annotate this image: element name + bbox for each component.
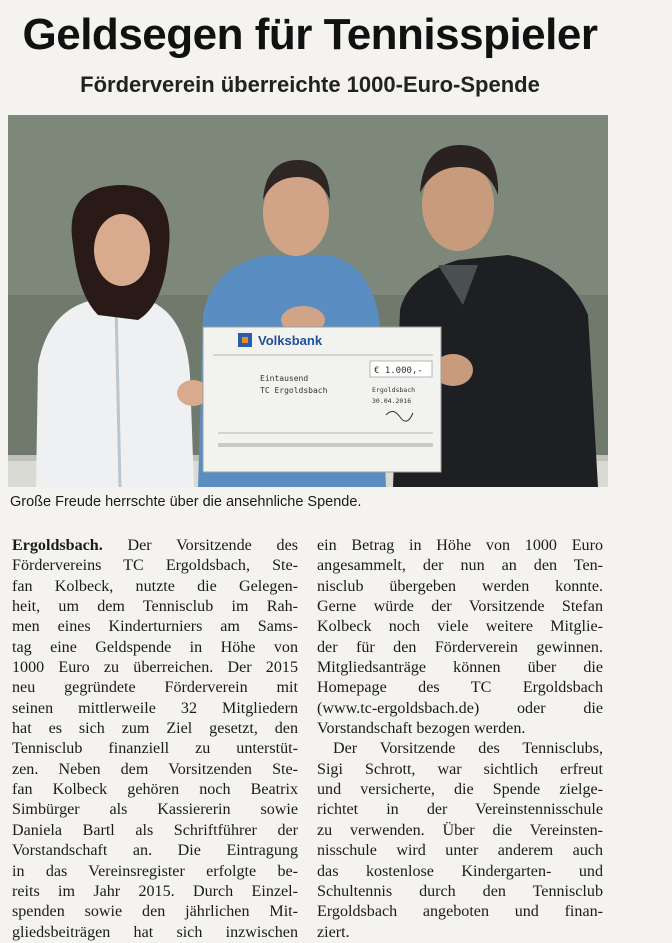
article-line: ziert. bbox=[317, 923, 350, 941]
subheadline: Förderverein überreichte 1000-Euro-Spende bbox=[80, 72, 540, 97]
article-line: 1000 Euro zu überreichen. Der 2015 bbox=[12, 659, 298, 677]
article-line: Kolbeck noch viele weitere Mitglie- bbox=[317, 618, 603, 636]
article-line: nisschule wird unter anderem auch bbox=[317, 842, 603, 860]
article-line: Simbürger als Kassiererin sowie bbox=[12, 801, 298, 819]
article-line: zu verwenden. Über die Vereinsten- bbox=[317, 821, 603, 839]
check-recipient: TC Ergoldsbach bbox=[260, 386, 328, 395]
article-line: seinen mittlerweile 32 Mitgliedern bbox=[12, 699, 298, 717]
article-line: (www.tc-ergoldsbach.de) oder die bbox=[317, 699, 603, 717]
article-line: Tennisclub finanziell zu unterstüt- bbox=[12, 740, 298, 758]
headline: Geldsegen für Tennisspieler bbox=[22, 10, 598, 59]
article-line: men eines Kinderturniers am Sams- bbox=[12, 618, 298, 636]
check-amount-words: Eintausend bbox=[260, 374, 309, 383]
article-line: neu gegründete Förderverein mit bbox=[12, 679, 298, 697]
article-line: Sigi Schrott, war sichtlich erfreut bbox=[317, 760, 603, 778]
check-place: Ergoldsbach bbox=[372, 386, 416, 394]
check-date: 30.04.2016 bbox=[372, 397, 412, 405]
article-line: reits im Jahr 2015. Durch Einzel- bbox=[12, 882, 298, 900]
dateline: Ergoldsbach. bbox=[12, 537, 103, 554]
article-column-right bbox=[317, 536, 603, 943]
article-line: Homepage des TC Ergoldsbach bbox=[317, 679, 603, 697]
article-line: richtet in der Vereinstennisschule bbox=[317, 801, 603, 819]
article-line: spenden sowie den jährlichen Mit- bbox=[12, 903, 298, 921]
article-line: Gerne würde der Vorsitzende Stefan bbox=[317, 598, 603, 616]
donation-check bbox=[203, 327, 441, 472]
article-line: Vorstandschaft an. Die Eintragung bbox=[12, 842, 298, 860]
article-line: Schultennis durch den Tennisclub bbox=[317, 882, 603, 900]
article-photo bbox=[8, 115, 608, 487]
article-line: Fördervereins TC Ergoldsbach, Ste- bbox=[12, 557, 298, 575]
article-line: Der Vorsitzende des Tennisclubs, bbox=[333, 740, 603, 758]
article-first-text: Der Vorsitzende des bbox=[102, 537, 298, 554]
photo-caption: Große Freude herrschte über die ansehnliche Spende. bbox=[10, 494, 362, 510]
check-bank-name: Volksbank bbox=[258, 333, 323, 348]
article-line: Ergoldsbach angeboten und finan- bbox=[317, 903, 603, 921]
check-amount: € 1.000,- bbox=[374, 366, 423, 376]
article-first-line bbox=[12, 536, 298, 556]
article-line: in das Vereinsregister erfolgte be- bbox=[12, 862, 298, 880]
article-line: Vorstandschaft bezogen werden. bbox=[317, 720, 526, 738]
article-line: Mitgliedsanträge können über die bbox=[317, 659, 603, 677]
article-line: zen. Neben dem Vorsitzenden Ste- bbox=[12, 760, 298, 778]
article-line: Daniela Bartl als Schriftführer der bbox=[12, 821, 298, 839]
article-line: und versicherte, die Spende zielge- bbox=[317, 781, 603, 799]
article-column-left bbox=[12, 536, 298, 943]
article-line: ein Betrag in Höhe von 1000 Euro bbox=[317, 537, 603, 554]
article-line: fan Kolbeck, nutzte die Gelegen- bbox=[12, 577, 298, 595]
article-line: hat es sich zum Ziel gesetzt, den bbox=[12, 720, 298, 738]
article-line: gliedsbeiträgen hat sich inzwischen bbox=[12, 923, 298, 941]
article-line: angesammelt, der nun an den Ten- bbox=[317, 557, 603, 575]
article-line: tag eine Geldspende in Höhe von bbox=[12, 638, 298, 656]
article-line: heit, um dem Tennisclub im Rah- bbox=[12, 598, 298, 616]
photo-illustration bbox=[8, 115, 608, 487]
article-line: nisclub übergeben werden konnte. bbox=[317, 577, 603, 595]
article-line: das kostenlose Kindergarten- und bbox=[317, 862, 603, 880]
article-line: der für den Förderverein gewinnen. bbox=[317, 638, 603, 656]
article-line: fan Kolbeck gehören noch Beatrix bbox=[12, 781, 298, 799]
